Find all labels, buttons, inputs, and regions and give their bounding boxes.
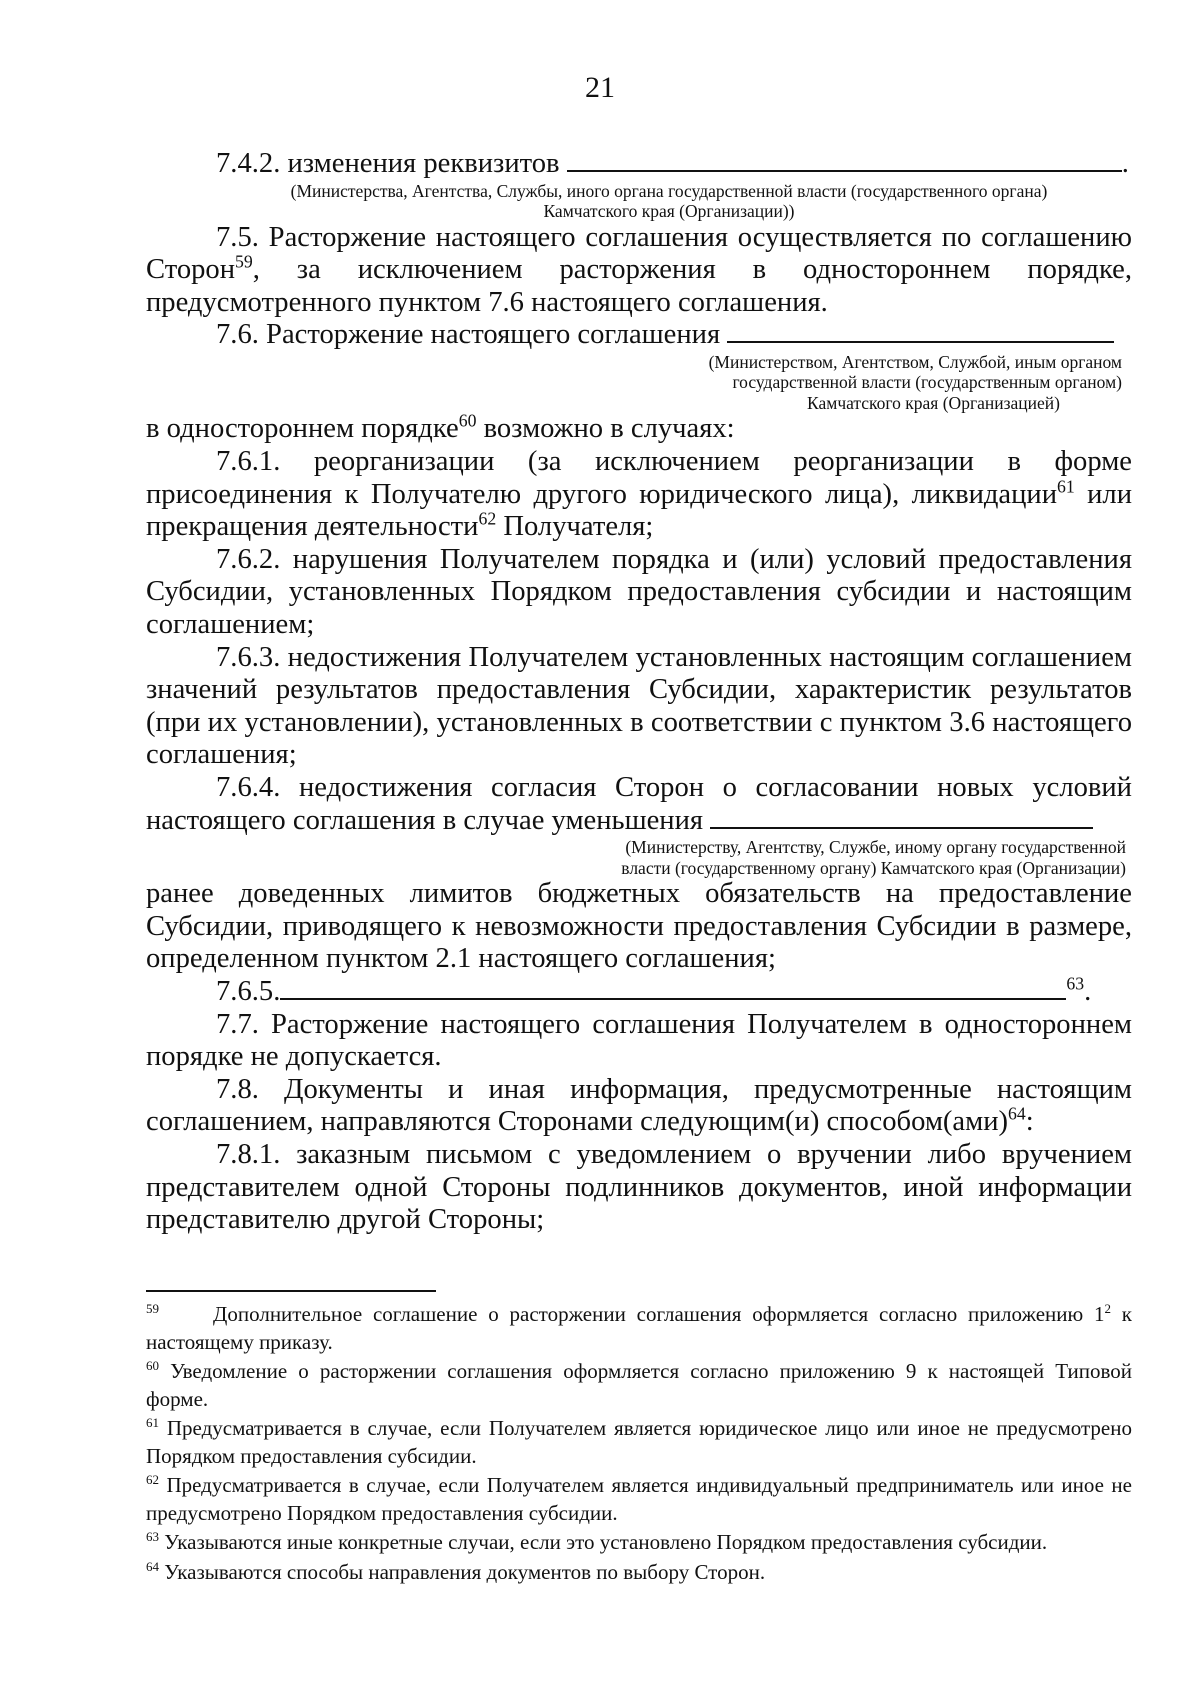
blank-line-7-6-4 (710, 805, 1093, 829)
clause-7-6-1-line2 (146, 476, 1132, 512)
blank-line-7-6 (727, 319, 1114, 343)
clause-7-6-1-line1: 7.6.1. реорганизации (за исключением реорганизации в форме (216, 446, 1132, 478)
footnote-59-text-pre: Дополнительное соглашение о расторжении соглашения оформляется согласно приложению 1 (213, 1302, 1105, 1326)
caption-7-6-line1: (Министерством, Агентством, Службой, иным органом (708, 351, 1122, 372)
clause-7-6-2: 7.6.2. нарушения Получателем порядка и (или) условий предоставления Субсидии, установленных Порядком предоставления субсидии и настоящим соглашением; (146, 543, 1132, 641)
footnote-61 (146, 1415, 1132, 1470)
clause-7-6-5-text: 7.6.5. (216, 975, 281, 1007)
footnote-59 (146, 1301, 1132, 1356)
footnote-59-text-post: к настоящему приказу. (146, 1302, 1133, 1354)
footnote-ref-60: 60 (458, 410, 477, 431)
clause-7-4-2-end: . (1121, 148, 1129, 179)
clause-7-6-cont-pre: в одностороннем порядке (146, 413, 459, 445)
page-number: 21 (585, 71, 615, 104)
footnote-60-text: Уведомление о расторжении соглашения оформляется согласно приложению 9 к настоящей Типовой форме. (146, 1359, 1132, 1411)
caption-7-6 (146, 352, 1132, 414)
clause-7-6-5-end: . (1084, 975, 1092, 1007)
clause-7-8-line2-pre: соглашением, направляются Сторонами следующим(и) способом(ами) (146, 1106, 1009, 1138)
footnote-ref-63: 63 (1066, 973, 1085, 994)
footnote-62-num: 62 (146, 1472, 160, 1487)
clause-7-6-1-line2-post: или (1074, 478, 1132, 510)
clause-7-4-2 (146, 148, 1132, 181)
footnote-ref-64: 64 (1008, 1103, 1026, 1124)
footnote-61-text: Предусматривается в случае, если Получателем является юридическое лицо или иное не предусмотрено Порядком предоставления субсидии. (146, 1416, 1132, 1468)
clause-7-8-line2 (146, 1103, 1132, 1139)
footnote-64 (146, 1559, 1132, 1587)
clause-7-6-1-line3-pre: прекращения деятельности (146, 511, 479, 543)
caption-7-4-2-line1: (Министерства, Агентства, Службы, иного органа государственной власти (государственного органа) (290, 180, 1048, 201)
footnotes (146, 1301, 1132, 1588)
clause-7-6-4-line2-text: настоящего соглашения в случае уменьшения (146, 804, 711, 836)
clause-7-7: 7.7. Расторжение настоящего соглашения Получателем в одностороннем порядке не допускается. (146, 1008, 1132, 1073)
footnote-59-text-sup: 2 (1104, 1301, 1111, 1316)
footnote-59-num: 59 (146, 1301, 160, 1316)
clause-7-8-1: 7.8.1. заказным письмом с уведомлением о вручении либо вручением представителем одной Стороны подлинников документов, иной информации представителю другой Стороны; (146, 1138, 1132, 1236)
footnote-separator (146, 1290, 436, 1292)
clause-7-6-3: 7.6.3. недостижения Получателем установленных настоящим соглашением значений результатов предоставления Субсидии, характеристик результатов (при их установлении), установленных в соответствии с пунктом 3.6 настоящего соглашения; (146, 641, 1132, 771)
clause-7-6-5 (146, 973, 1132, 1009)
clause-7-6-4-cont: ранее доведенных лимитов бюджетных обязательств на предоставление Субсидии, приводящего к невозможности предоставления Субсидии в размере, определенном пунктом 2.1 настоящего соглашения; (146, 878, 1132, 975)
clause-7-6-text: 7.6. Расторжение настоящего соглашения (216, 319, 728, 351)
clause-7-4-2-text: 7.4.2. изменения реквизитов (216, 148, 567, 179)
caption-7-6-4-line1: (Министерству, Агентству, Службе, иному органу государственной (625, 837, 1126, 858)
caption-7-6-line2: государственной власти (государственным органом) (732, 372, 1122, 393)
footnote-60-num: 60 (146, 1358, 160, 1373)
footnote-64-num: 64 (146, 1558, 160, 1574)
footnote-63 (146, 1529, 1132, 1557)
clause-7-5-line3: предусмотренного пунктом 7.6 настоящего соглашения. (146, 286, 828, 318)
clause-7-6-1-line3 (146, 508, 1132, 544)
clause-7-6-4-line2 (146, 805, 1132, 838)
blank-line-7-4-2 (567, 148, 1122, 172)
clause-7-6-4-line1: 7.6.4. недостижения согласия Сторон о согласовании новых условий (216, 772, 1132, 803)
footnote-62 (146, 1472, 1132, 1527)
caption-7-4-2 (146, 181, 1132, 222)
footnote-ref-59: 59 (235, 251, 253, 272)
clause-7-6-cont-post: возможно в случаях: (476, 413, 735, 445)
document-body (146, 148, 1132, 1237)
clause-7-5-line2-pre: Сторон (146, 254, 236, 286)
footnote-63-text: Указываются иные конкретные случаи, если это установлено Порядком предоставления субсидии. (159, 1530, 1048, 1554)
clause-7-6 (146, 319, 1132, 352)
clause-7-6-cont (146, 410, 1132, 446)
caption-7-6-4 (146, 837, 1132, 878)
footnote-61-num: 61 (146, 1415, 160, 1430)
caption-7-6-4-line2: власти (государственному органу) Камчатского края (Организации) (621, 857, 1126, 878)
clause-7-5-line2-post: , за исключением расторжения в одностороннем порядке, (252, 254, 1132, 286)
footnote-60 (146, 1358, 1132, 1413)
footnote-ref-62: 62 (478, 508, 497, 529)
clause-7-8-line1: 7.8. Документы и иная информация, предусмотренные настоящим (216, 1073, 1132, 1105)
clause-7-6-1-line2-pre: присоединения к Получателю другого юридического лица), ликвидации (146, 478, 1058, 510)
clause-7-8-line2-post: : (1025, 1106, 1034, 1138)
caption-7-4-2-line2: Камчатского края (Организации)) (543, 201, 795, 222)
clause-7-5-line2 (146, 251, 1132, 287)
footnote-62-text: Предусматривается в случае, если Получателем является индивидуальный предприниматель или иное не предусмотрено Порядком предоставления субсидии. (146, 1473, 1132, 1525)
caption-7-6-line3: Камчатского края (Организацией) (807, 392, 1060, 413)
blank-line-7-6-5 (280, 976, 1066, 1000)
footnote-63-num: 63 (146, 1529, 160, 1544)
clause-7-6-1-line3-post: Получателя; (496, 511, 654, 543)
clause-7-5-line1: 7.5. Расторжение настоящего соглашения осуществляется по соглашению (216, 221, 1132, 253)
footnote-ref-61: 61 (1057, 476, 1075, 497)
footnote-64-text: Указываются способы направления документов по выбору Сторон. (159, 1559, 766, 1584)
